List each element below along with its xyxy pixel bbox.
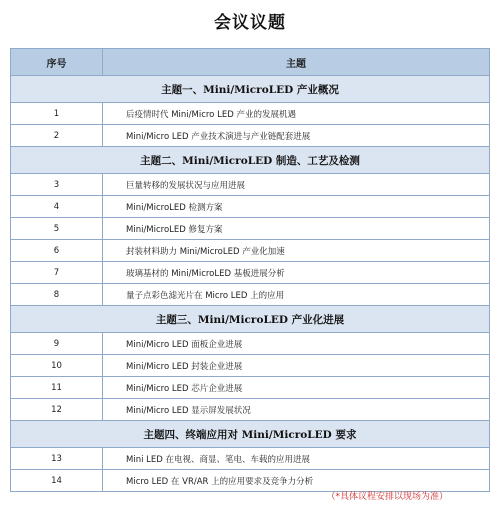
row-number: 12 [11,399,103,421]
section-title: 主题三、Mini/MicroLED 产业化进展 [11,306,490,333]
table-row [11,355,490,377]
row-number: 11 [11,377,103,399]
row-number: 4 [11,196,103,218]
row-number: 3 [11,174,103,196]
row-topic: Mini/Micro LED 封装企业进展 [103,355,490,377]
row-topic: 玻璃基材的 Mini/MicroLED 基板进展分析 [103,262,490,284]
table-row [11,284,490,306]
section-row [11,306,490,333]
table-row [11,399,490,421]
table-row [11,103,490,125]
table-row [11,174,490,196]
row-number: 6 [11,240,103,262]
table-row [11,377,490,399]
agenda-table [10,48,490,492]
row-topic: Mini/MicroLED 检测方案 [103,196,490,218]
table-row [11,218,490,240]
row-topic: Mini/Micro LED 产业技术演进与产业链配套进展 [103,125,490,147]
row-topic: Mini/Micro LED 芯片企业进展 [103,377,490,399]
table-row [11,262,490,284]
section-row [11,147,490,174]
row-topic: Mini/Micro LED 显示屏发展状况 [103,399,490,421]
header-number: 序号 [11,49,103,76]
section-row [11,76,490,103]
table-row [11,125,490,147]
row-number: 5 [11,218,103,240]
section-title: 主题二、Mini/MicroLED 制造、工艺及检测 [11,147,490,174]
row-topic: 封装材料助力 Mini/MicroLED 产业化加速 [103,240,490,262]
table-header-row [11,49,490,76]
row-number: 2 [11,125,103,147]
row-number: 8 [11,284,103,306]
row-topic: Mini/Micro LED 面板企业进展 [103,333,490,355]
agenda-disclaimer-note: （*具体议程安排以现场为准） [326,492,448,502]
row-number: 14 [11,470,103,492]
row-number: 10 [11,355,103,377]
table-row [11,333,490,355]
section-row [11,421,490,448]
section-title: 主题四、终端应用对 Mini/MicroLED 要求 [11,421,490,448]
row-number: 9 [11,333,103,355]
section-title: 主题一、Mini/MicroLED 产业概况 [11,76,490,103]
row-number: 1 [11,103,103,125]
table-row [11,240,490,262]
row-number: 13 [11,448,103,470]
row-topic: 量子点彩色滤光片在 Micro LED 上的应用 [103,284,490,306]
page-title: 会议议题 [214,13,286,33]
table-row [11,196,490,218]
table-row [11,448,490,470]
row-topic: Micro LED 在 VR/AR 上的应用要求及竞争力分析 [103,470,490,492]
row-topic: Mini LED 在电视、商显、笔电、车载的应用进展 [103,448,490,470]
row-topic: 后疫情时代 Mini/Micro LED 产业的发展机遇 [103,103,490,125]
row-topic: 巨量转移的发展状况与应用进展 [103,174,490,196]
row-number: 7 [11,262,103,284]
header-topic: 主题 [103,49,490,76]
row-topic: Mini/MicroLED 修复方案 [103,218,490,240]
